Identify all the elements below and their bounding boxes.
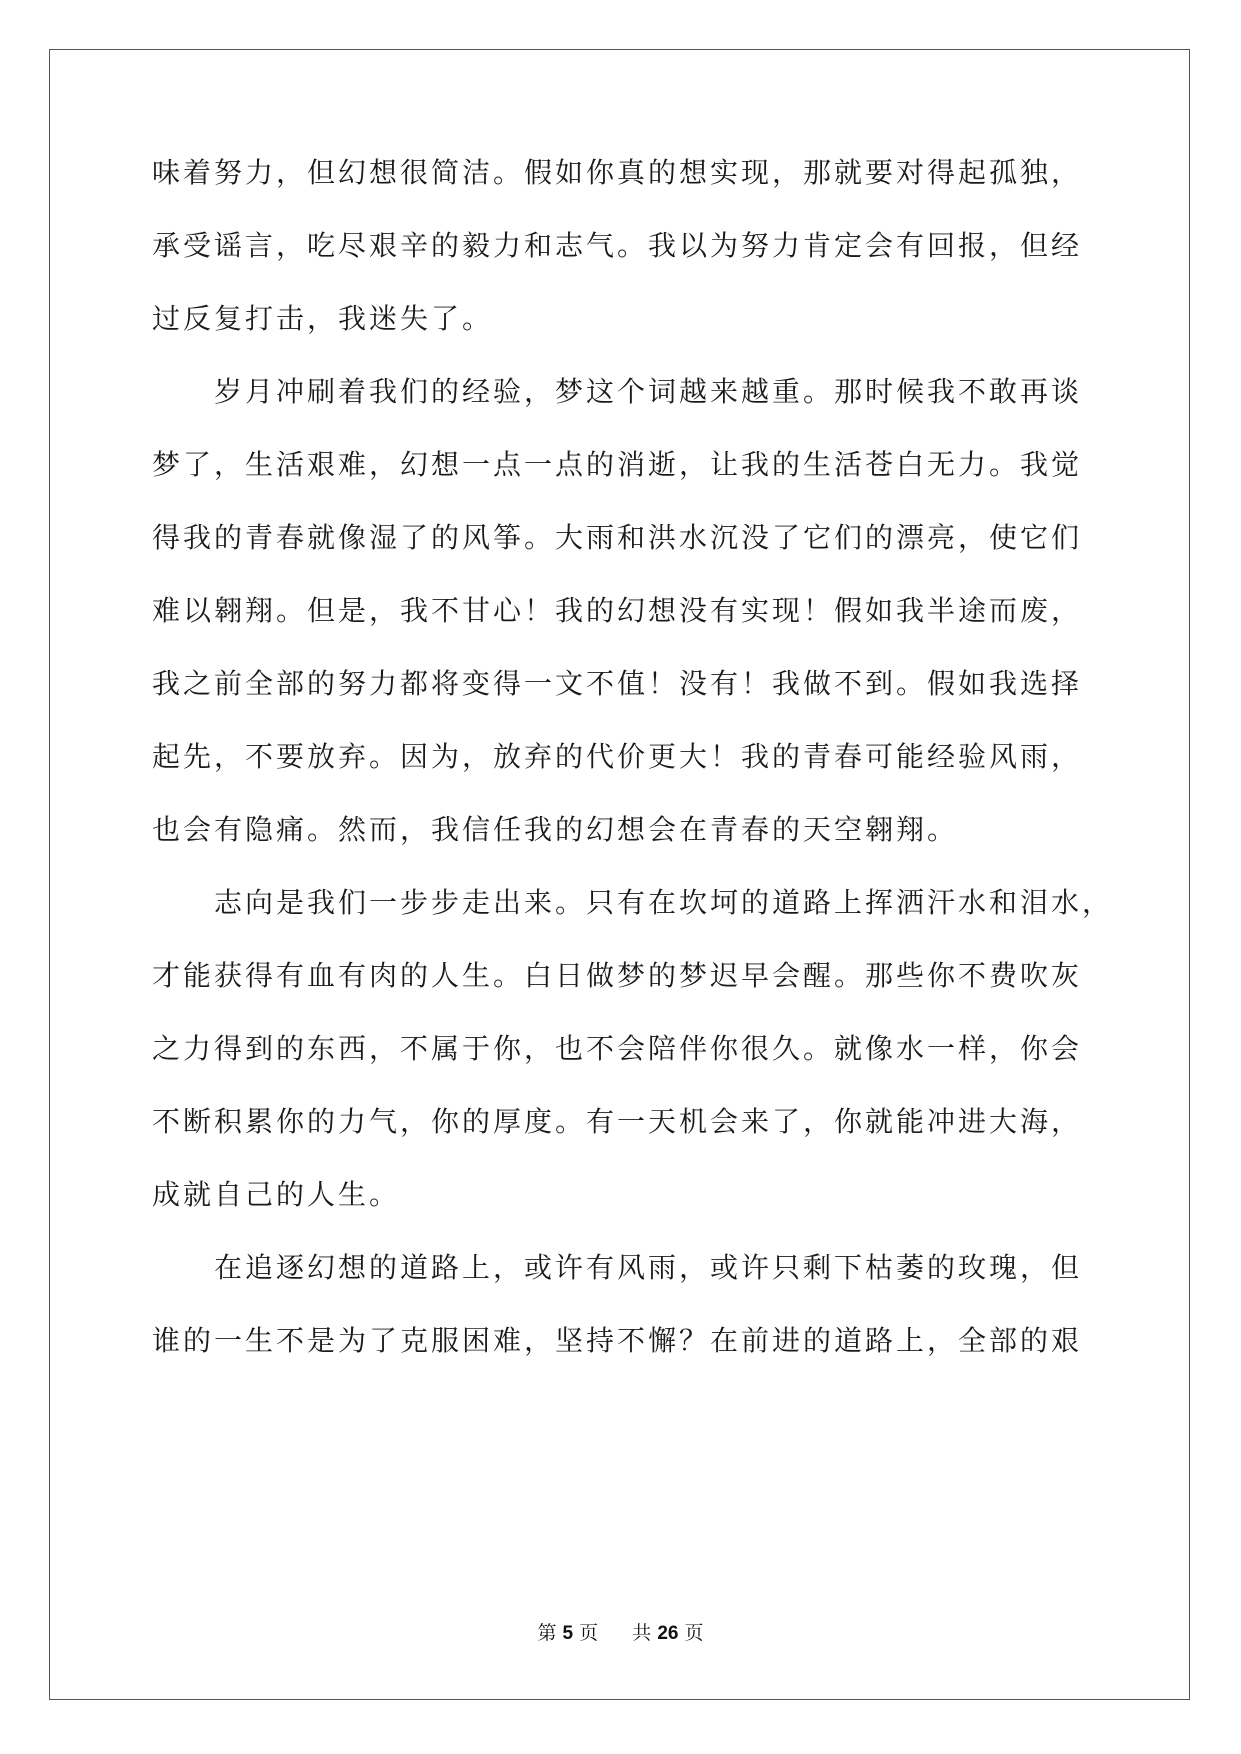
page-number: 5 [562, 1623, 574, 1644]
total-pages-prefix: 共 [632, 1622, 652, 1644]
text-line: 不断积累你的力气，你的厚度。有一天机会来了，你就能冲进大海， [152, 1105, 1083, 1138]
page-number-prefix: 第 [537, 1622, 557, 1644]
text-line: 梦了，生活艰难，幻想一点一点的消逝，让我的生活苍白无力。我觉 [152, 448, 1083, 481]
text-line: 难以翱翔。但是，我不甘心！我的幻想没有实现！假如我半途而废， [152, 594, 1083, 627]
text-line: 味着努力，但幻想很简洁。假如你真的想实现，那就要对得起孤独， [152, 156, 1083, 189]
text-line: 起先，不要放弃。因为，放弃的代价更大！我的青春可能经验风雨， [152, 740, 1083, 773]
total-pages: 26 [657, 1623, 679, 1644]
text-line: 我之前全部的努力都将变得一文不值！没有！我做不到。假如我选择 [152, 667, 1083, 700]
text-line: 承受谣言，吃尽艰辛的毅力和志气。我以为努力肯定会有回报，但经 [152, 229, 1083, 262]
page-number-suffix: 页 [579, 1622, 599, 1644]
text-line: 在追逐幻想的道路上，或许有风雨，或许只剩下枯萎的玫瑰，但 [152, 1251, 1083, 1284]
text-line: 志向是我们一步步走出来。只有在坎坷的道路上挥洒汗水和泪水， [152, 886, 1114, 919]
text-line: 也会有隐痛。然而，我信任我的幻想会在青春的天空翱翔。 [152, 813, 959, 846]
text-line: 谁的一生不是为了克服困难，坚持不懈？在前进的道路上，全部的艰 [152, 1324, 1083, 1357]
text-line: 之力得到的东西，不属于你，也不会陪伴你很久。就像水一样，你会 [152, 1032, 1083, 1065]
text-line: 才能获得有血有肉的人生。白日做梦的梦迟早会醒。那些你不费吹灰 [152, 959, 1083, 992]
total-pages-suffix: 页 [684, 1622, 704, 1644]
page-border [49, 49, 1190, 1700]
text-line: 得我的青春就像湿了的风筝。大雨和洪水沉没了它们的漂亮，使它们 [152, 521, 1083, 554]
text-line: 过反复打击，我迷失了。 [152, 302, 494, 335]
page-footer [0, 1620, 1241, 1647]
text-line: 岁月冲刷着我们的经验，梦这个词越来越重。那时候我不敢再谈 [152, 375, 1083, 408]
text-line: 成就自己的人生。 [152, 1178, 401, 1211]
